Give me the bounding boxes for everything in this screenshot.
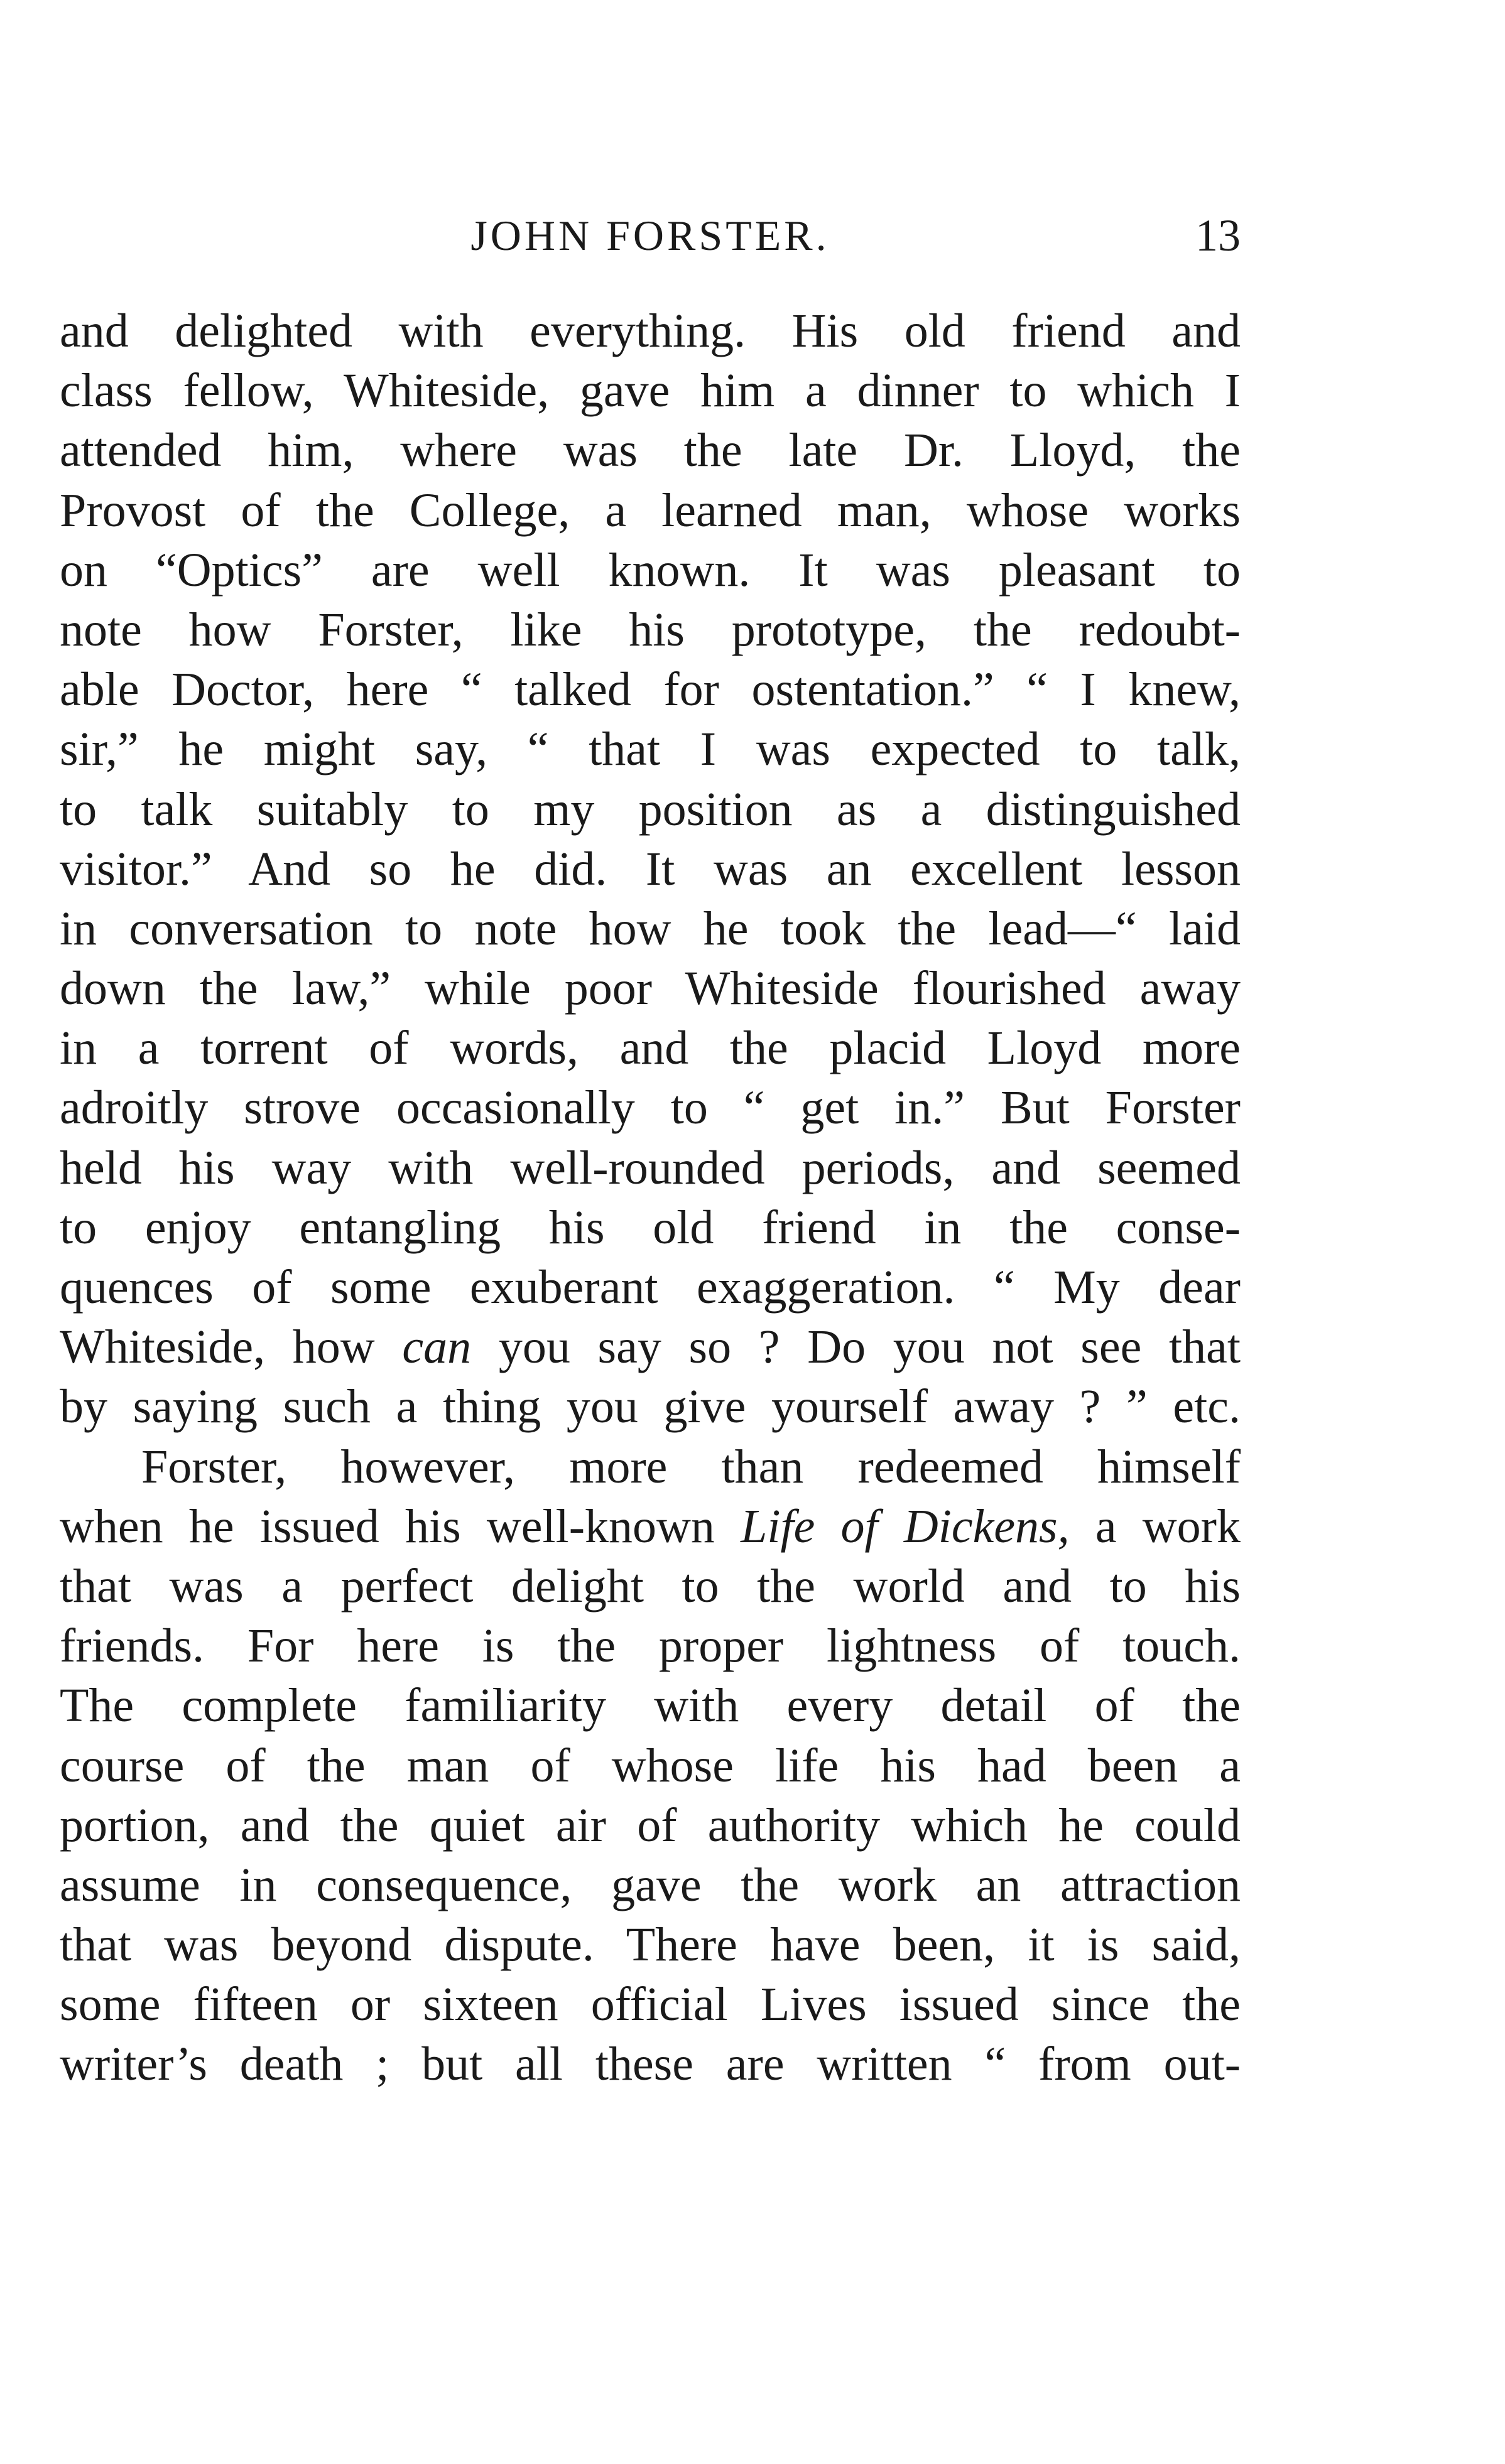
text-line: by saying such a thing you give yourself away ? ” etc. bbox=[60, 1380, 1241, 1434]
text-line: able Doctor, here “ talked for ostentation.” “ I knew, bbox=[60, 663, 1241, 716]
text-run: when he issued his well-known bbox=[60, 1499, 741, 1553]
running-head bbox=[60, 201, 1241, 270]
text-line: some fifteen or sixteen official Lives issued since the bbox=[60, 1978, 1241, 2031]
text-run: a work bbox=[1069, 1499, 1241, 1553]
text-line bbox=[60, 1317, 1241, 1377]
text-line: to talk suitably to my position as a distinguished bbox=[60, 782, 1241, 836]
text-line: down the law,” while poor Whiteside flourished away bbox=[60, 962, 1241, 1015]
text-line: sir,” he might say, “ that I was expected to talk, bbox=[60, 723, 1241, 776]
text-run: you say so ? Do you not see that bbox=[471, 1321, 1241, 1374]
text-line: on “Optics” are well known. It was pleasant to bbox=[60, 543, 1241, 597]
paragraph-1 bbox=[60, 301, 1241, 1437]
body-text bbox=[60, 301, 1241, 2095]
text-line: to enjoy entangling his old friend in the conse- bbox=[60, 1201, 1241, 1254]
text-line: writer’s death ; but all these are written “ from out- bbox=[60, 2038, 1241, 2091]
text-line: friends. For here is the proper lightness of touch. bbox=[60, 1619, 1241, 1673]
italic-word: can bbox=[402, 1321, 472, 1374]
text-line: held his way with well-rounded periods, and seemed bbox=[60, 1141, 1241, 1194]
text-line: and delighted with everything. His old friend and bbox=[60, 305, 1241, 357]
text-line: note how Forster, like his prototype, the redoubt- bbox=[60, 603, 1241, 656]
text-line: that was beyond dispute. There have been, it is said, bbox=[60, 1918, 1241, 1972]
text-line: attended him, where was the late Dr. Lloyd, the bbox=[60, 424, 1241, 477]
text-line: class fellow, Whiteside, gave him a dinner to which I bbox=[60, 364, 1241, 418]
text-line: course of the man of whose life his had been a bbox=[60, 1739, 1241, 1792]
text-line: in conversation to note how he took the lead—“ laid bbox=[60, 902, 1241, 955]
text-line: portion, and the quiet air of authority which he could bbox=[60, 1798, 1241, 1852]
text-line: Provost of the College, a learned man, whose works bbox=[60, 484, 1241, 537]
text-line: in a torrent of words, and the placid Lloyd more bbox=[60, 1022, 1241, 1075]
italic-book-title: Life of Dickens, bbox=[741, 1499, 1070, 1553]
text-line: quences of some exuberant exaggeration. “ My dear bbox=[60, 1261, 1241, 1314]
paragraph-2 bbox=[60, 1437, 1241, 2095]
text-line: assume in consequence, gave the work an attraction bbox=[60, 1858, 1241, 1911]
text-line: The complete familiarity with every detail of the bbox=[60, 1679, 1241, 1732]
text-line: adroitly strove occasionally to “ get in.” But Forster bbox=[60, 1081, 1241, 1135]
text-line bbox=[60, 1497, 1241, 1557]
text-run: Whiteside, how bbox=[60, 1321, 403, 1374]
text-line: Forster, however, more than redeemed himself bbox=[141, 1440, 1241, 1493]
page-number: 13 bbox=[1195, 210, 1241, 261]
text-line: that was a perfect delight to the world and to his bbox=[60, 1559, 1241, 1613]
running-title: JOHN FORSTER. bbox=[470, 212, 830, 259]
text-line: visitor.” And so he did. It was an excellent lesson bbox=[60, 842, 1241, 895]
